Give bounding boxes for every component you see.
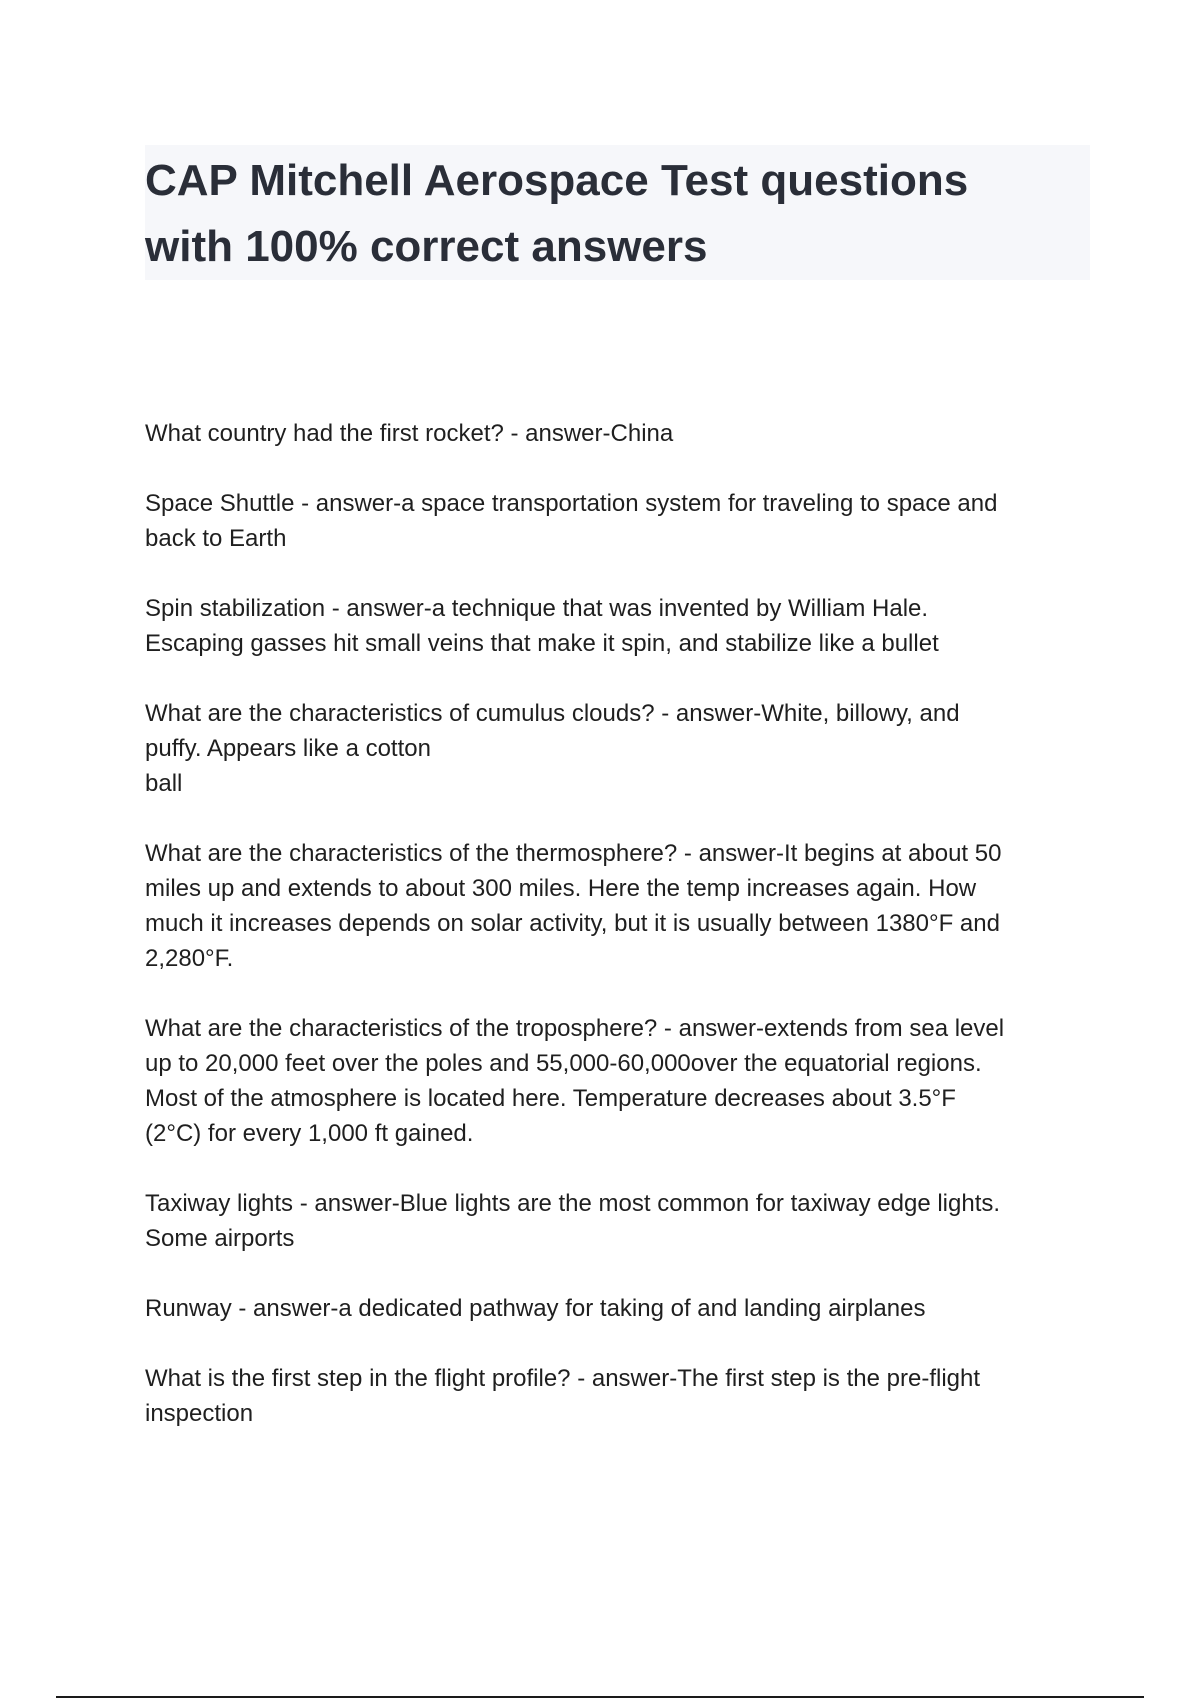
qa-text-line: back to Earth [145,525,287,552]
qa-item [145,836,1095,976]
qa-text-line: puffy. Appears like a cotton [145,735,431,762]
qa-text-line: Escaping gasses hit small veins that make it spin, and stabilize like a bullet [145,630,939,657]
title-block [145,145,1090,280]
qa-item [145,486,1095,556]
qa-text-line: Runway - answer-a dedicated pathway for taking of and landing airplanes [145,1295,926,1322]
question-answer-list [145,416,1095,1466]
qa-text-line: What country had the first rocket? - answer-China [145,420,674,447]
qa-text-line: up to 20,000 feet over the poles and 55,000-60,000over the equatorial regions. [145,1050,982,1077]
qa-text-line: (2°C) for every 1,000 ft gained. [145,1120,474,1147]
qa-item [145,1291,1095,1326]
qa-text-line: What is the first step in the flight profile? - answer-The first step is the pre-flight [145,1365,981,1392]
qa-item [145,591,1095,661]
qa-item [145,416,1095,451]
document-title-line: with 100% correct answers [145,222,708,271]
qa-text-line: inspection [145,1400,254,1427]
qa-text-line: Some airports [145,1225,295,1252]
qa-item [145,696,1095,801]
qa-text-line: 2,280°F. [145,945,234,972]
qa-text-line: Most of the atmosphere is located here. Temperature decreases about 3.5°F [145,1085,956,1112]
qa-text-line: miles up and extends to about 300 miles. Here the temp increases again. How [145,875,977,902]
qa-text-line: Space Shuttle - answer-a space transportation system for traveling to space and [145,490,998,517]
qa-text-line: Taxiway lights - answer-Blue lights are the most common for taxiway edge lights. [145,1190,1001,1217]
qa-text-line: ball [145,770,183,797]
qa-text-line: What are the characteristics of the thermosphere? - answer-It begins at about 50 [145,840,1002,867]
qa-item [145,1011,1095,1151]
qa-text-line: Spin stabilization - answer-a technique that was invented by William Hale. [145,595,929,622]
qa-item [145,1361,1095,1431]
qa-item [145,1186,1095,1256]
qa-text-line: What are the characteristics of the troposphere? - answer-extends from sea level [145,1015,1005,1042]
qa-text-line: What are the characteristics of cumulus clouds? - answer-White, billowy, and [145,700,960,727]
page-bottom-divider [56,1696,1144,1698]
qa-text-line: much it increases depends on solar activity, but it is usually between 1380°F and [145,910,1000,937]
document-title-line: CAP Mitchell Aerospace Test questions [145,156,969,205]
